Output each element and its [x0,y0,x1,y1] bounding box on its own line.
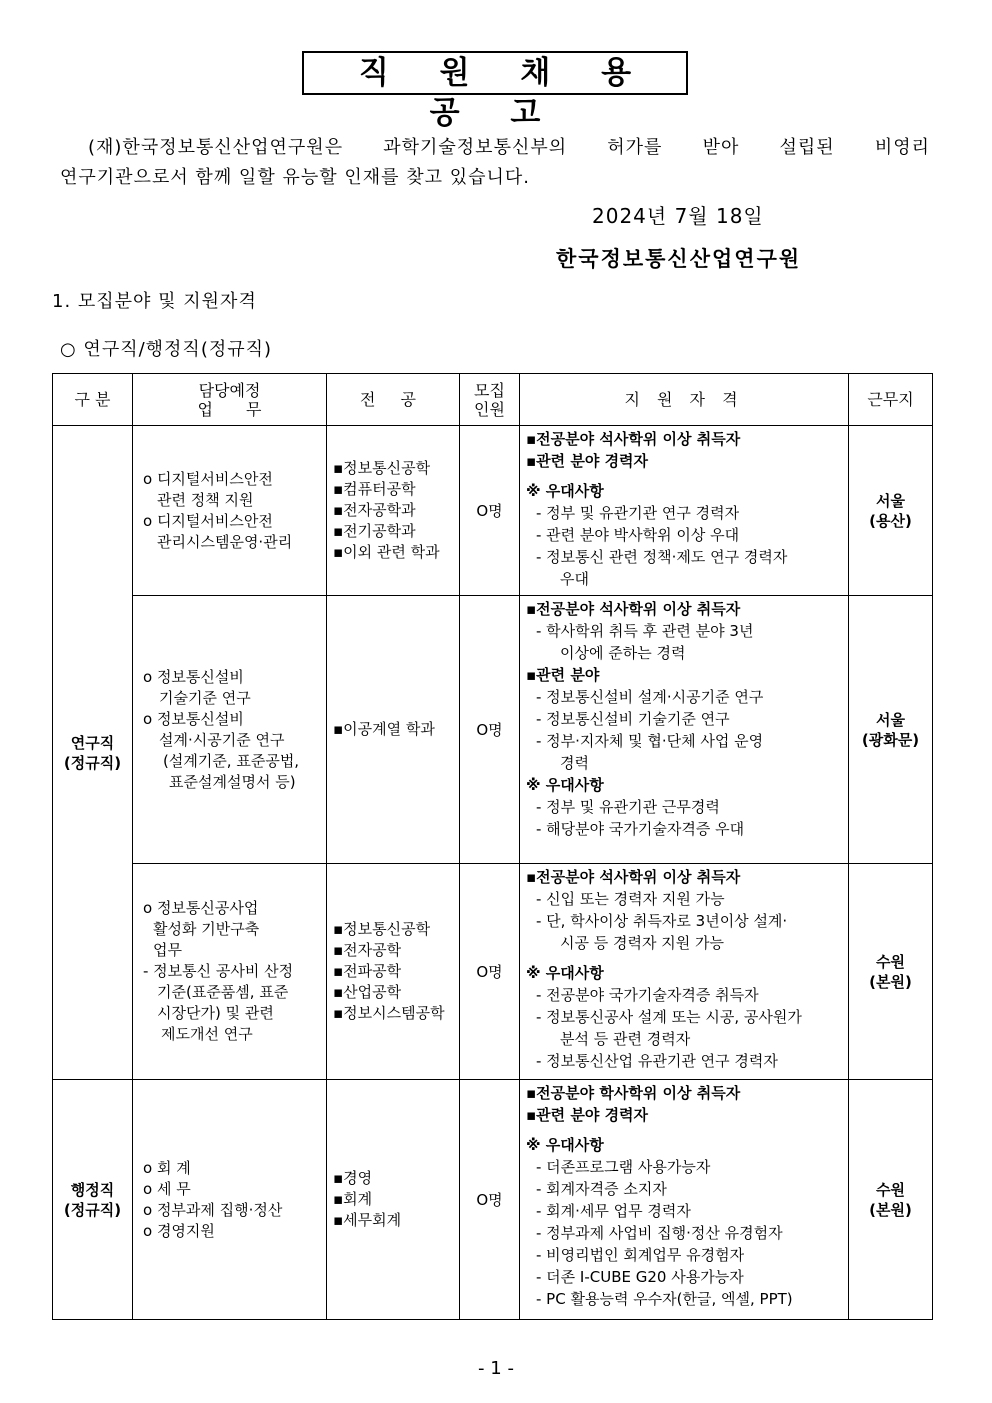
header-duty: 담당예정 업 무 [133,374,327,426]
count-cell: O명 [460,864,520,1080]
header-location: 근무지 [849,374,933,426]
count-cell: O명 [460,1080,520,1320]
subsection-heading: ○ 연구직/행정직(정규직) [60,339,273,360]
announcement-date: 2024년 7월 18일 [592,204,764,228]
intro-line-1: (재)한국정보통신산업연구원은 과학기술정보통신부의 허가를 받아 설립된 비영리 [88,137,930,158]
category-research: 연구직 (정규직) [53,426,133,1080]
page-title: 직 원 채 용 공 고 [302,51,688,95]
qualification-cell: ▪전공분야 학사학위 이상 취득자 ▪관련 분야 경력자 ※ 우대사항 - 더존프로그램 사용가능자 - 회계자격증 소지자 - 회계·세무 업무 경력자 - 정부과제 사업비 집행·정산 유경험자 - 비영리법인 회계업무 유경험자 - 더존 I-CUBE G20 사용가능자 - PC 활용능력 우수자(한글, 엑셀, PPT) [520,1080,849,1320]
duty-cell: o 정보통신공사업 활성화 기반구축 업무 - 정보통신 공사비 산정 기준(표준품셈, 표준 시장단가) 및 관련 제도개선 연구 [133,864,327,1080]
table-row [53,426,933,596]
location-cell: 서울 (광화문) [849,596,933,864]
duty-cell: o 회 계 o 세 무 o 정부과제 집행·정산 o 경영지원 [133,1080,327,1320]
category-admin: 행정직 (정규직) [53,1080,133,1320]
major-cell: ▪정보통신공학 ▪컴퓨터공학 ▪전자공학과 ▪전기공학과 ▪이외 관련 학과 [327,426,460,596]
major-cell: ▪경영 ▪회계 ▪세무회계 [327,1080,460,1320]
section-heading: 1. 모집분야 및 지원자격 [52,291,257,312]
qualification-cell: ▪전공분야 석사학위 이상 취득자 - 학사학위 취득 후 관련 분야 3년 이상에 준하는 경력 ▪관련 분야 - 정보통신설비 설계·시공기준 연구 - 정보통신설비 기술기준 연구 - 정부·지자체 및 협·단체 사업 운영 경력 ※ 우대사항 - 정부 및 유관기관 근무경력 - 해당분야 국가기술자격증 우대 [520,596,849,864]
qualification-cell: ▪전공분야 석사학위 이상 취득자 - 신입 또는 경력자 지원 가능 - 단, 학사이상 취득자로 3년이상 설계· 시공 등 경력자 지원 가능 ※ 우대사항 - 전공분야 국가기술자격증 취득자 - 정보통신공사 설계 또는 시공, 공사원가 분석 등 관련 경력자 - 정보통신산업 유관기관 연구 경력자 [520,864,849,1080]
intro-paragraph [60,133,930,193]
table-row [53,1080,933,1320]
intro-line-2: 연구기관으로서 함께 일할 유능할 인재를 찾고 있습니다. [60,167,530,188]
table-row [53,596,933,864]
recruitment-table [52,373,933,1320]
location-cell: 서울 (용산) [849,426,933,596]
table-row [53,864,933,1080]
header-category: 구 분 [53,374,133,426]
location-cell: 수원 (본원) [849,1080,933,1320]
header-major: 전 공 [327,374,460,426]
organization-name: 한국정보통신산업연구원 [556,247,802,271]
duty-cell: o 정보통신설비 기술기준 연구 o 정보통신설비 설계·시공기준 연구 (설계기준, 표준공법, 표준설계설명서 등) [133,596,327,864]
header-qualification: 지 원 자 격 [520,374,849,426]
header-count: 모집 인원 [460,374,520,426]
page-number: - 1 - [478,1358,514,1379]
major-cell: ▪이공계열 학과 [327,596,460,864]
table-header-row [53,374,933,426]
count-cell: O명 [460,426,520,596]
major-cell: ▪정보통신공학 ▪전자공학 ▪전파공학 ▪산업공학 ▪정보시스템공학 [327,864,460,1080]
qualification-cell: ▪전공분야 석사학위 이상 취득자 ▪관련 분야 경력자 ※ 우대사항 - 정부 및 유관기관 연구 경력자 - 관련 분야 박사학위 이상 우대 - 정보통신 관련 정책·제도 연구 경력자 우대 [520,426,849,596]
location-cell: 수원 (본원) [849,864,933,1080]
count-cell: O명 [460,596,520,864]
duty-cell: o 디지털서비스안전 관련 정책 지원 o 디지털서비스안전 관리시스템운영·관리 [133,426,327,596]
